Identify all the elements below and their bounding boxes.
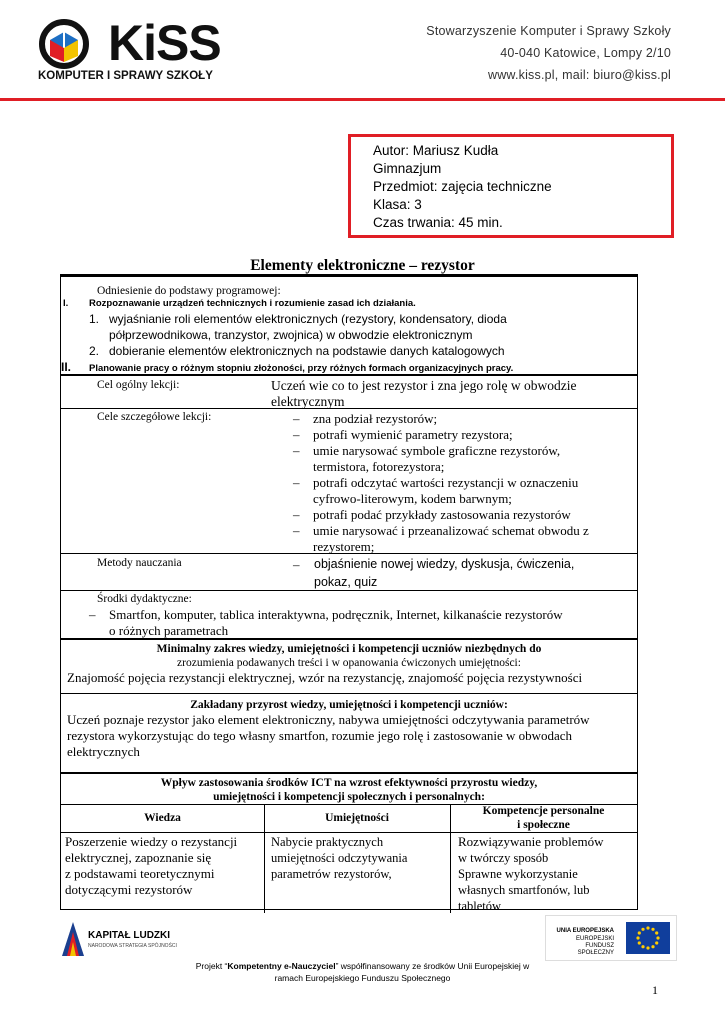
subject-line: Przedmiot: zajęcia techniczne bbox=[373, 179, 552, 194]
kiss-brand-text: KiSS bbox=[108, 15, 221, 71]
ict-col1-line3: z podstawami teoretycznymi bbox=[65, 866, 215, 881]
divider bbox=[61, 693, 637, 694]
min-knowledge-text: Znajomość pojęcia rezystancji elektrycznej, wzór na rezystancję, znajomość pojęcia rezystywności bbox=[67, 670, 583, 685]
goal-dash: – bbox=[293, 427, 300, 442]
growth-line3: elektrycznych bbox=[67, 744, 140, 759]
section1-num: I. bbox=[63, 298, 69, 309]
divider bbox=[61, 772, 637, 774]
project-suffix: ” współfinansowany ze środków Unii Europejskiej w bbox=[335, 961, 530, 971]
ict-col1-line4: dotyczącymi rezystorów bbox=[65, 882, 193, 897]
ict-col3-line2: w twórczy sposób bbox=[458, 851, 549, 865]
goal-5: potrafi podać przykłady zastosowania rezystorów bbox=[313, 507, 571, 522]
goal-dash: – bbox=[293, 507, 300, 522]
page-title: Elementy elektroniczne – rezystor bbox=[250, 257, 475, 274]
kiss-logo-icon bbox=[36, 18, 100, 74]
eu-line-1: UNIA EUROPEJSKA bbox=[556, 928, 614, 934]
item2-text: dobieranie elementów elektronicznych na podstawie danych katalogowych bbox=[109, 344, 505, 358]
kl-title: KAPITAŁ LUDZKI bbox=[88, 930, 171, 941]
author-line: Autor: Mariusz Kudła bbox=[373, 143, 499, 158]
project-name: Kompetentny e-Nauczyciel bbox=[227, 961, 336, 971]
eu-flag-icon bbox=[626, 922, 670, 954]
page-number: 1 bbox=[652, 983, 658, 997]
ict-col1-line1: Poszerzenie wiedzy o rezystancji bbox=[65, 834, 238, 849]
duration-line: Czas trwania: 45 min. bbox=[373, 215, 503, 230]
ict-col1-header: Wiedza bbox=[144, 812, 181, 824]
ict-col3-line3: Sprawne wykorzystanie bbox=[458, 867, 578, 881]
aids-label: Środki dydaktyczne: bbox=[97, 593, 192, 605]
goal-dash: – bbox=[293, 523, 300, 538]
aids-line2: o różnych parametrach bbox=[109, 623, 229, 638]
min-knowledge-subheading: zrozumienia podawanych treści i w opanowania ćwiczonych umiejętności: bbox=[177, 657, 521, 669]
ict-col3-line5: tabletów bbox=[458, 899, 502, 913]
divider bbox=[61, 832, 637, 833]
org-name: Stowarzyszenie Komputer i Sprawy Szkoły bbox=[426, 24, 671, 38]
lesson-table bbox=[60, 274, 638, 913]
divider bbox=[61, 638, 637, 640]
eu-logo bbox=[545, 915, 677, 961]
item1-line2: półprzewodnikowa, tranzystor, zwojnica) w obwodzie elektronicznym bbox=[109, 328, 473, 342]
section2-num: II. bbox=[61, 360, 72, 374]
goal-dash: – bbox=[293, 475, 300, 490]
goal-1: zna podział rezystorów; bbox=[313, 411, 438, 426]
grade-line: Klasa: 3 bbox=[373, 197, 422, 212]
item2-num: 2. bbox=[89, 344, 100, 358]
goal-6a: umie narysować i przeanalizować schemat obwodu z bbox=[313, 523, 589, 538]
growth-line1: Uczeń poznaje rezystor jako element elektroniczny, nabywa umiejętności odczytywania parametrów bbox=[67, 712, 590, 727]
kl-subtitle: NARODOWA STRATEGIA SPÓJNOŚCI bbox=[88, 943, 177, 949]
kapital-ludzki-logo bbox=[62, 920, 182, 960]
ict-col3-line1: Rozwiązywanie problemów bbox=[458, 834, 604, 849]
goal-6b: rezystorem; bbox=[313, 539, 375, 554]
section2-title: Planowanie pracy o różnym stopniu złożoności, przy różnych formach organizacyjnych pracy. bbox=[89, 363, 514, 374]
ict-heading-1: Wpływ zastosowania środków ICT na wzrost efektywności przyrostu wiedzy, bbox=[160, 777, 538, 789]
methods-line1: objaśnienie nowej wiedzy, dyskusja, ćwiczenia, bbox=[314, 557, 575, 571]
ict-col2-line2: umiejętności odczytywania bbox=[271, 851, 408, 865]
org-address: 40-040 Katowice, Lompy 2/10 bbox=[500, 46, 671, 60]
item1-num: 1. bbox=[89, 312, 100, 326]
ict-col1-line2: elektrycznej, zapoznanie się bbox=[65, 850, 212, 865]
growth-line2: rezystora wykorzystując do tego własny smartfon, rozumie jego rolę i zastosowanie w obwodach bbox=[67, 728, 573, 743]
goal-dash: – bbox=[293, 411, 300, 426]
eu-stars bbox=[626, 922, 670, 954]
author-box bbox=[348, 134, 674, 238]
org-contact: www.kiss.pl, mail: biuro@kiss.pl bbox=[487, 68, 671, 82]
specific-goals-label: Cele szczegółowe lekcji: bbox=[97, 411, 212, 423]
methods-dash: – bbox=[293, 557, 300, 572]
divider bbox=[61, 374, 637, 376]
footer-text bbox=[0, 960, 725, 984]
methods-line2: pokaz, quiz bbox=[314, 575, 378, 589]
goal-4b: cyfrowo-literowym, kodem barwnym; bbox=[313, 491, 512, 506]
school-line: Gimnazjum bbox=[373, 161, 442, 176]
growth-heading: Zakładany przyrost wiedzy, umiejętności i kompetencji uczniów: bbox=[190, 699, 508, 711]
ict-col3-header-1: Kompetencje personalne bbox=[482, 805, 605, 817]
footer-line-2: ramach Europejskiego Funduszu Społecznego bbox=[274, 973, 451, 983]
kapital-ludzki-icon bbox=[62, 922, 84, 956]
methods-label: Metody nauczania bbox=[97, 557, 182, 569]
divider bbox=[61, 553, 637, 554]
aids-dash: – bbox=[89, 607, 96, 622]
eu-line-3: FUNDUSZ SPOŁECZNY bbox=[577, 943, 614, 956]
ict-col2-line1: Nabycie praktycznych bbox=[271, 835, 384, 849]
eu-line-2: EUROPEJSKI bbox=[575, 936, 614, 942]
section1-title: Rozpoznawanie urządzeń technicznych i rozumienie zasad ich działania. bbox=[89, 298, 416, 309]
item1-line1: wyjaśnianie roli elementów elektronicznych (rezystory, kondensatory, dioda bbox=[109, 312, 507, 326]
ict-col2-line3: parametrów rezystorów, bbox=[271, 867, 392, 881]
goal-4a: potrafi odczytać wartości rezystancji w oznaczeniu bbox=[313, 475, 579, 490]
footer-line-1 bbox=[0, 960, 725, 972]
goal-2: potrafi wymienić parametry rezystora; bbox=[313, 427, 513, 442]
project-prefix: Projekt “ bbox=[195, 961, 228, 971]
general-goal-label: Cel ogólny lekcji: bbox=[97, 379, 180, 391]
min-knowledge-heading: Minimalny zakres wiedzy, umiejętności i kompetencji uczniów niezbędnych do bbox=[156, 643, 542, 655]
ict-col2-header: Umiejętności bbox=[325, 812, 389, 824]
goal-3a: umie narysować symbole graficzne rezystorów, bbox=[313, 443, 561, 458]
general-goal-line2: elektrycznym bbox=[271, 394, 345, 409]
curriculum-heading: Odniesienie do podstawy programowej: bbox=[97, 285, 281, 297]
aids-line1: Smartfon, komputer, tablica interaktywna, podręcznik, Internet, kilkanaście rezystorów bbox=[109, 607, 563, 622]
general-goal-line1: Uczeń wie co to jest rezystor i zna jego rolę w obwodzie bbox=[271, 378, 577, 393]
ict-heading-2: umiejętności i kompetencji społecznych i personalnych: bbox=[213, 791, 485, 803]
kiss-subtitle: KOMPUTER I SPRAWY SZKOŁY bbox=[38, 70, 213, 82]
goal-dash: – bbox=[293, 443, 300, 458]
goal-3b: termistora, fotorezystora; bbox=[313, 459, 445, 474]
ict-col3-header-2: i społeczne bbox=[517, 819, 570, 831]
header-rule bbox=[0, 98, 725, 101]
ict-col3-line4: własnych smartfonów, lub bbox=[458, 883, 590, 897]
kiss-logo bbox=[36, 15, 236, 88]
